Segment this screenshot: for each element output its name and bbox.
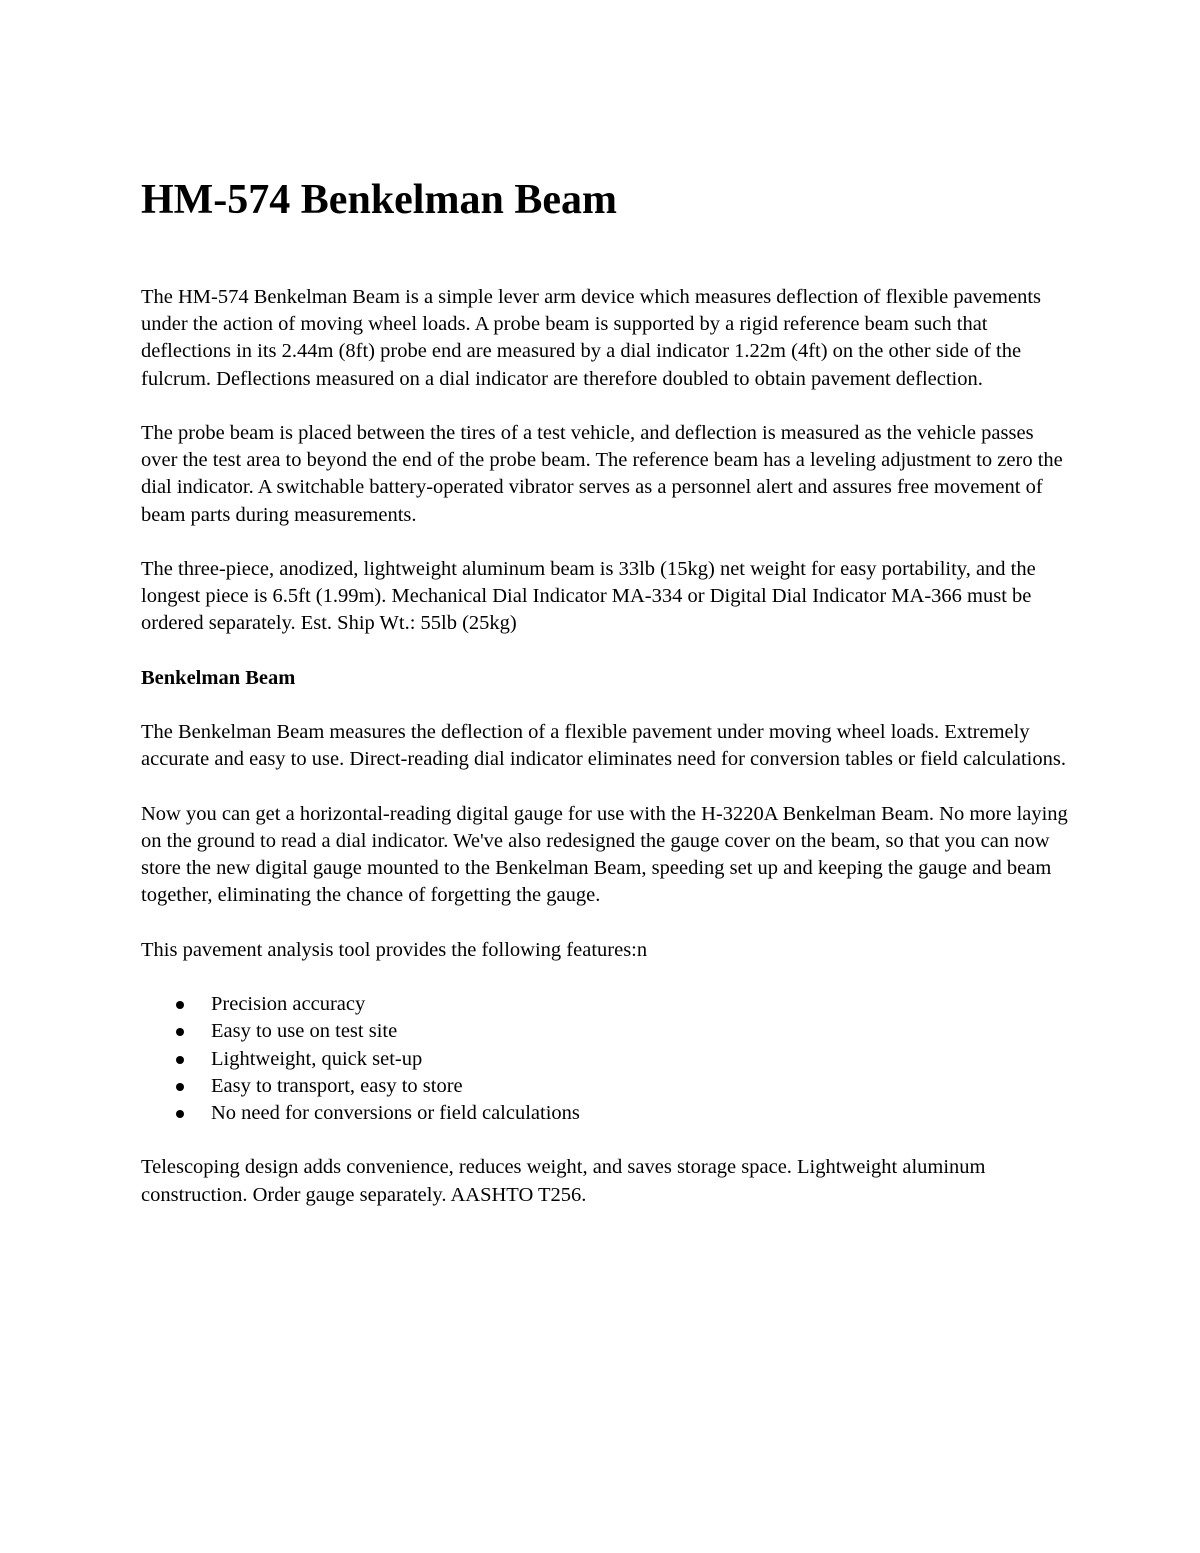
list-item bbox=[141, 1018, 1071, 1045]
bullet-icon bbox=[176, 1083, 184, 1091]
list-item bbox=[141, 1046, 1071, 1073]
intro-paragraph-3: The three-piece, anodized, lightweight aluminum beam is 33lb (15kg) net weight for easy portability, and the longest piece is 6.5ft (1.99m). Mechanical Dial Indicator MA-334 or Digital Dial Indicator MA-366 must be ordered separately. Est. Ship Wt.: 55lb (25kg) bbox=[141, 558, 1036, 635]
feature-text: Lightweight, quick set-up bbox=[211, 1047, 423, 1070]
document-page bbox=[141, 172, 1071, 1236]
feature-text: Easy to use on test site bbox=[211, 1020, 398, 1043]
intro-paragraph-1: The HM-574 Benkelman Beam is a simple lever arm device which measures deflection of flexible pavements under the action of moving wheel loads. A probe beam is supported by a rigid reference beam such that deflections in its 2.44m (8ft) probe end are measured by a dial indicator 1.22m (4ft) on the other side of the fulcrum. Deflections measured on a dial indicator are therefore doubled to obtain pavement deflection. bbox=[141, 286, 1041, 390]
list-item bbox=[141, 991, 1071, 1018]
features-intro: This pavement analysis tool provides the following features:n bbox=[141, 938, 648, 961]
section-paragraph-1: The Benkelman Beam measures the deflection of a flexible pavement under moving wheel loads. Extremely accurate and easy to use. Direct-reading dial indicator eliminates need for conversion tables or field calculations. bbox=[141, 721, 1066, 771]
bullet-icon bbox=[176, 1056, 184, 1064]
features-list bbox=[141, 991, 1071, 1127]
feature-text: Precision accuracy bbox=[211, 993, 366, 1016]
feature-text: Easy to transport, easy to store bbox=[211, 1074, 463, 1097]
bullet-icon bbox=[176, 1110, 184, 1118]
feature-text: No need for conversions or field calculations bbox=[211, 1101, 580, 1124]
intro-paragraph-2: The probe beam is placed between the tires of a test vehicle, and deflection is measured as the vehicle passes over the test area to beyond the end of the probe beam. The reference beam has a leveling adjustment to zero the dial indicator. A switchable battery-operated vibrator serves as a personnel alert and assures free movement of beam parts during measurements. bbox=[141, 422, 1063, 526]
bullet-icon bbox=[176, 1028, 184, 1036]
section-heading: Benkelman Beam bbox=[141, 666, 296, 689]
list-item bbox=[141, 1100, 1071, 1127]
document-title: HM-574 Benkelman Beam bbox=[141, 177, 617, 223]
list-item bbox=[141, 1073, 1071, 1100]
section-paragraph-2: Now you can get a horizontal-reading digital gauge for use with the H-3220A Benkelman Beam. No more laying on the ground to read a dial indicator. We've also redesigned the gauge cover on the beam, so that you can now store the new digital gauge mounted to the Benkelman Beam, speeding set up and keeping the gauge and beam together, eliminating the chance of forgetting the gauge. bbox=[141, 802, 1068, 907]
closing-paragraph: Telescoping design adds convenience, reduces weight, and saves storage space. Lightweight aluminum construction. Order gauge separately. AASHTO T256. bbox=[141, 1156, 986, 1206]
bullet-icon bbox=[176, 1001, 184, 1009]
